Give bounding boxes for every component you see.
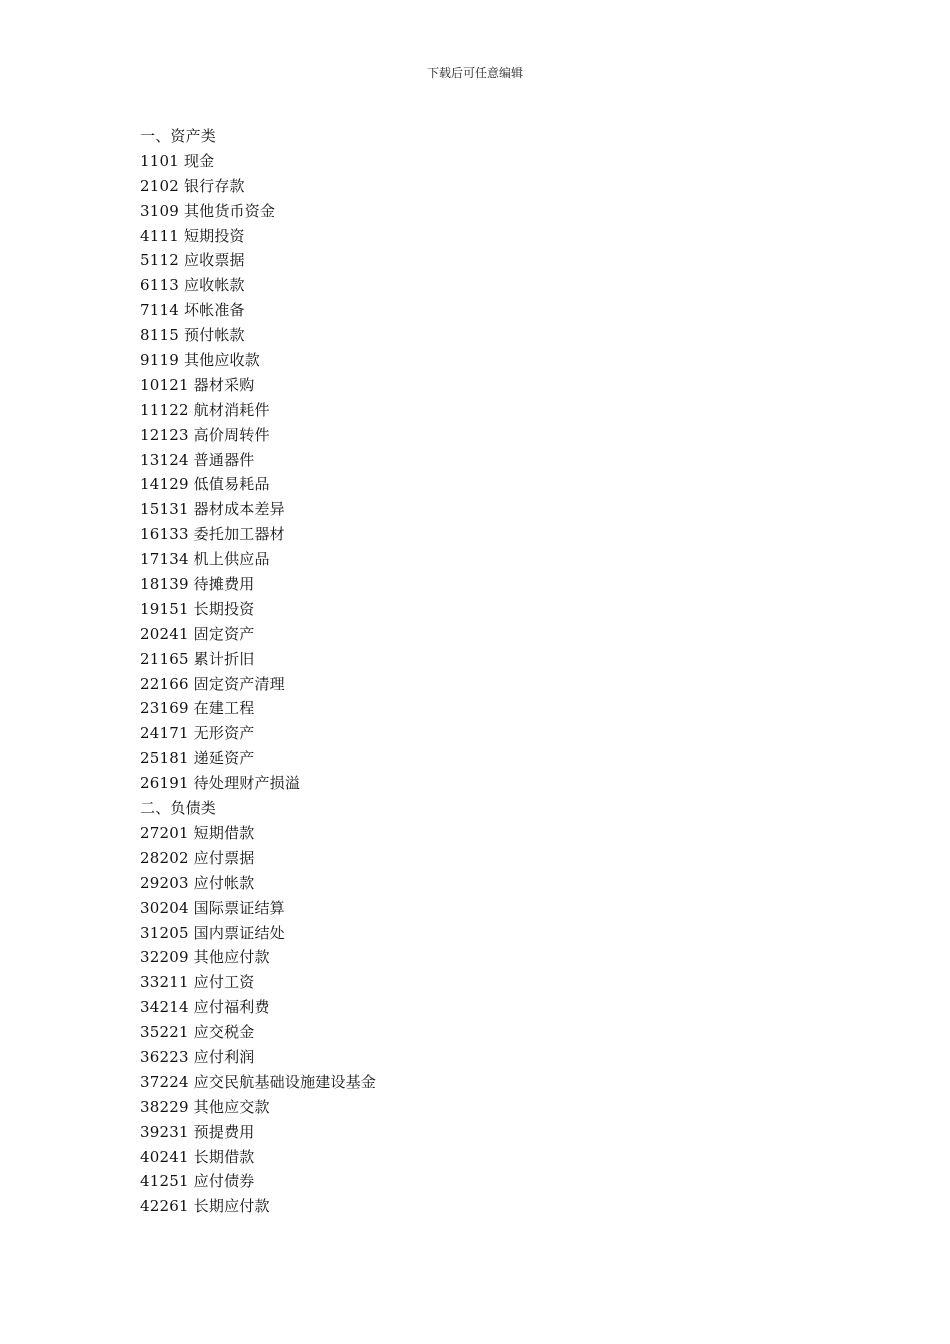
account-line: 22166 固定资产清理	[140, 674, 285, 693]
account-line: 40241 长期借款	[140, 1147, 255, 1166]
account-line: 25181 递延资产	[140, 749, 255, 768]
account-line: 7114 坏帐准备	[140, 301, 245, 320]
account-line: 39231 预提费用	[140, 1122, 255, 1141]
account-line: 13124 普通器件	[140, 450, 255, 469]
account-line: 42261 长期应付款	[140, 1197, 270, 1216]
account-line: 33211 应付工资	[140, 973, 255, 992]
account-line: 5112 应收票据	[140, 251, 245, 270]
account-line: 8115 预付帐款	[140, 326, 245, 345]
account-line: 30204 国际票证结算	[140, 898, 285, 917]
account-line: 1101 现金	[140, 151, 215, 170]
account-line: 3109 其他货币资金	[140, 201, 276, 220]
account-line: 28202 应付票据	[140, 848, 255, 867]
account-line: 32209 其他应付款	[140, 948, 270, 967]
account-line: 21165 累计折旧	[140, 649, 255, 668]
account-line: 24171 无形资产	[140, 724, 255, 743]
account-line: 16133 委托加工器材	[140, 525, 285, 544]
account-line: 10121 器材采购	[140, 375, 255, 394]
account-line: 2102 银行存款	[140, 176, 245, 195]
account-line: 11122 航材消耗件	[140, 400, 270, 419]
account-list	[140, 124, 840, 1219]
account-line: 12123 高价周转件	[140, 425, 270, 444]
account-line: 35221 应交税金	[140, 1023, 255, 1042]
account-line: 6113 应收帐款	[140, 276, 245, 295]
account-line: 38229 其他应交款	[140, 1097, 270, 1116]
account-line: 34214 应付福利费	[140, 998, 270, 1017]
account-line: 27201 短期借款	[140, 823, 255, 842]
account-line: 36223 应付利润	[140, 1047, 255, 1066]
account-line: 41251 应付债券	[140, 1172, 255, 1191]
page-header: 下载后可任意编辑	[426, 66, 523, 80]
account-line: 37224 应交民航基础设施建设基金	[140, 1072, 377, 1091]
section-heading-liabilities: 二、负债类	[140, 799, 217, 818]
account-line: 15131 器材成本差异	[140, 500, 285, 519]
account-line: 4111 短期投资	[140, 226, 245, 245]
account-line: 17134 机上供应品	[140, 550, 270, 569]
account-line: 9119 其他应收款	[140, 351, 260, 370]
account-line: 29203 应付帐款	[140, 873, 255, 892]
section-heading-assets: 一、资产类	[140, 127, 217, 145]
account-line: 31205 国内票证结处	[140, 923, 285, 942]
account-line: 14129 低值易耗品	[140, 475, 270, 494]
account-line: 19151 长期投资	[140, 599, 255, 618]
account-line: 20241 固定资产	[140, 624, 255, 643]
account-line: 18139 待摊费用	[140, 575, 255, 594]
account-line: 23169 在建工程	[140, 699, 255, 718]
account-line: 26191 待处理财产损溢	[140, 774, 301, 793]
